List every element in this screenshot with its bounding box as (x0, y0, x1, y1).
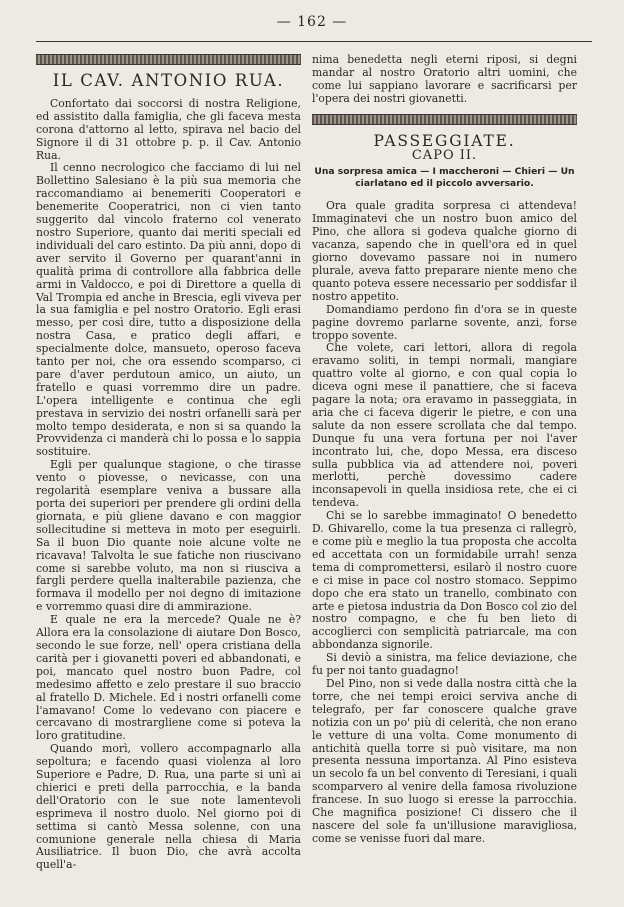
article-title: IL CAV. ANTONIO RUA. (52, 71, 285, 90)
paragraph: Il cenno necrologico che facciamo di lui nel Bollettino Salesiano è la più sua memoria che raccomandiamo ai benemeriti Cooperatori e benemerite Cooperatrici, non ci vien tanto suggerito dal vincolo fraterno col venerato nostro Superiore, quanto dai meriti speciali ed individuali del caro estinto. Da più anni, dopo di aver servito il Governo per quarant'anni in qualità prima di controllore alla fabbrica delle armi in Valdocco, e poi di Direttore a quella di Val Trompia ed anche in Brescia, egli viveva per la sua famiglia e pel nostro Oratorio. Egli erasi messo, per così dire, tutto a disposizione della nostra Casa, e pratico degli affari, e specialmente dolce, mansueto, operoso faceva tanto per noi, che ora essendo scomparso, ci pare d'aver perdutoun amico, un aiuto, un fratello e quasi vorremmo dire un padre. L'opera intelligente e continua che egli prestava in servizio dei nostri orfanelli sarà per molto tempo desiderata, e non si sa quando la Provvidenza ci manderà chi lo possa e lo sappia sostituire. (36, 161, 301, 459)
paragraph: Confortato dai soccorsi di nostra Religione, ed assistito dalla famiglia, che gli faceva mesta corona d'attorno al letto, spirava nel bacio del Signore il di 31 ottobre p. p. il Cav. Antonio Rua. (36, 96, 301, 162)
paragraph: Che volete, cari lettori, allora di regola eravamo soliti, in tempi normali, mangiare quattro volte al giorno, e con qual copia lo diceva ogni mese il panattiere, che si faceva pagare la nota; ora eravamo in passeggiata, in aria che ci faceva digerir le pietre, e con una salute da non essere scrollata che dal tempo. Dunque fu una vera fortuna per noi l'aver incontrato lui, che, dopo Messa, era disceso sulla pubblica via ad attendere noi, poveri merlotti, perchè dovessimo cadere inconsapevoli in quella insidiosa rete, che ei ci tendeva. (312, 341, 577, 510)
chapter-heading: CAPO II. (411, 147, 478, 163)
header-rule (36, 41, 592, 42)
page-number: — 162 — (276, 14, 348, 30)
left-column (36, 54, 301, 872)
paragraph: Quando morì, vollero accompagnarlo alla sepoltura; e facendo quasi violenza al loro Superiore e Padre, D. Rua, una parte si unì ai chierici e preti della parrocchia, e la banda dell'Oratorio con le sue note lamentevoli esprimeva il nostro duolo. Nel giorno poi di settima si cantò Messa solenne, con una comunione generale nella chiesa di Maria Ausiliatrice. Il buon Dio, che avrà accolta quell'a- (36, 742, 301, 872)
chapter-summary: Una sorpresa amica — I maccheroni — Chieri — Un ciarlatano ed il piccolo avversario. (314, 166, 575, 189)
right-column (312, 54, 577, 846)
section-title: PASSEGGIATE. (373, 131, 516, 150)
paragraph: E quale ne era la mercede? Quale ne è? Allora era la consolazione di aiutare Don Bosco, secondo le sue forze, nell' opera cristiana della carità per i giovanetti poveri ed abbandonati, e poi, mancato quel nostro buon Padre, col medesimo affetto e zelo prestare il suo braccio al fratello D. Michele. Ed i nostri orfanelli come l'amavano! Come lo vedevano con piacere e cercavano di mostrargliene come si poteva la loro gratitudine. (36, 613, 301, 743)
paragraph: Si deviò a sinistra, ma felice deviazione, che fu per noi tanto guadagno! (312, 651, 577, 678)
continued-paragraph: nima benedetta negli eterni riposi, si degni mandar al nostro Oratorio altri uomini, che come lui sappiano lavorare e sacrificarsi per l'opera dei nostri giovanetti. (312, 53, 577, 105)
title-ornament-band (36, 54, 301, 65)
paragraph: Egli per qualunque stagione, o che tirasse vento o piovesse, o nevicasse, con una regolarità esemplare veniva a bussare alla porta dei superiori per prendere gli ordini della giornata, e più gliene davano e con maggior sollecitudine si metteva in moto per eseguirli. Sa il buon Dio quante noie alcune volte ne ricavava! Talvolta le sue fatiche non riuscivano come si sarebbe voluto, ma non si riusciva a fargli perdere quella inalterabile pazienza, che formava il modello per noi degno di imitazione e vorremmo quasi dire di ammirazione. (36, 458, 301, 614)
paragraph: Del Pino, non si vede dalla nostra città che la torre, che nei tempi eroici serviva anche di telegrafo, per far conoscere qualche grave notizia con un po' più di celerità, che non erano le vetture di una volta. Come monumento di antichità quella torre si può visitare, ma non presenta nessuna importanza. Al Pino esisteva un secolo fa un bel convento di Teresiani, i quali scomparvero al venire della famosa rivoluzione francese. In suo luogo si eresse la parrocchia. Che magnifica posizione! Ci dissero che il nascere del sole fa un'illusione maravigliosa, come se venisse fuori dal mare. (312, 676, 577, 845)
paragraph: Ora quale gradita sorpresa ci attendeva! Immaginatevi che un nostro buon amico del Pino, che allora si godeva qualche giorno di vacanza, sapendo che in quell'ora ed in quel giorno dovevamo passare noi in numero plurale, aveva fatto preparare niente meno che quanto poteva essere necessario per soddisfar il nostro appetito. (312, 199, 578, 303)
section-ornament-band (312, 114, 577, 125)
paragraph: Chi se lo sarebbe immaginato! O benedetto D. Ghivarello, come la tua presenza ci rallegrò, e come più e meglio la tua proposta che accolta ed accettata con un formidabile urrah! senza tema di compromettersi, esilarò il nostro cuore e ci mise in pace col nostro stomaco. Seppimo dopo che era stato un tranello, combinato con arte e pietosa industria da Don Bosco col zio del nostro compagno, e che fu ben lieto di accoglierci con semplicità patriarcale, ma con abbondanza signorile. (312, 509, 577, 652)
paragraph: Domandiamo perdono fin d'ora se in queste pagine dovremo parlarne sovente, anzi, forse troppo sovente. (312, 302, 577, 342)
